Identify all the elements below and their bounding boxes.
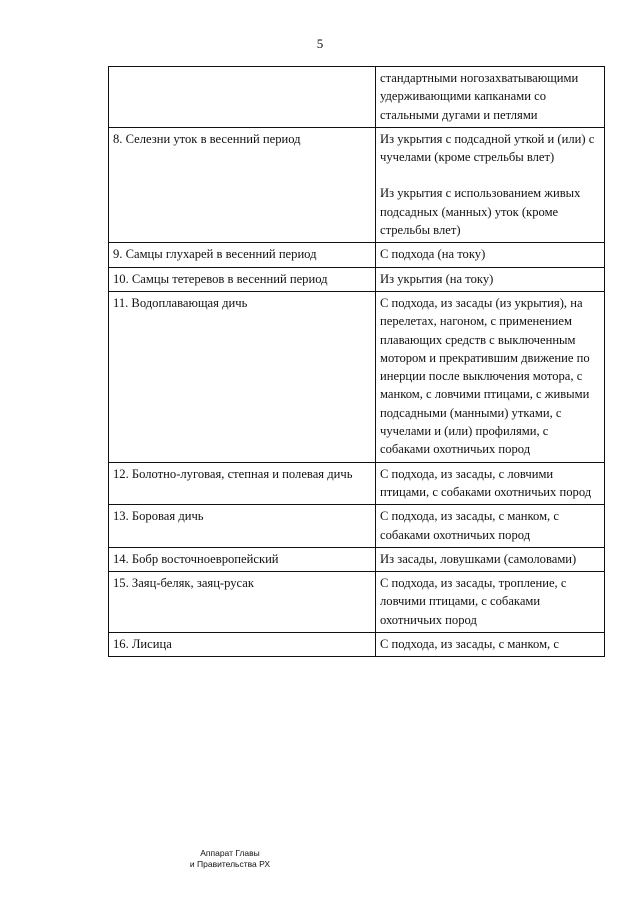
species-cell: 15. Заяц-беляк, заяц-русак: [109, 572, 376, 633]
method-text: С подхода, из засады (из укрытия), на перелетах, нагоном, с применением плавающих средств с выключенным мотором и прекратившим движение по инерции после выключения мотора, с манком, с ловчими птицами, с живыми подсадными (манными) утками, с чучелами и (или) профилями, с собаками охотничьих пород: [380, 295, 590, 457]
method-cell: [376, 505, 605, 548]
stamp-line: и Правительства РХ: [189, 859, 271, 869]
method-text: Из укрытия с использованием живых подсадных (манных) уток (кроме стрельбы влет): [380, 186, 581, 238]
table-row: [109, 291, 605, 462]
species-cell: 9. Самцы глухарей в весенний период: [109, 243, 376, 267]
method-cell: [376, 547, 605, 571]
species-cell: 11. Водоплавающая дичь: [109, 291, 376, 462]
table-row: [109, 462, 605, 505]
method-cell: [376, 462, 605, 505]
hunting-methods-table: [108, 66, 605, 657]
species-cell: 10. Самцы тетеревов в весенний период: [109, 267, 376, 291]
method-cell: [376, 572, 605, 633]
stamp-line: Аппарат Главы: [200, 848, 260, 858]
table-row: [109, 572, 605, 633]
method-text: стандартными ногозахватывающими удерживающими капканами со стальными дугами и петлями: [380, 71, 579, 122]
species-cell: 16. Лисица: [109, 633, 376, 657]
table-row: [109, 633, 605, 657]
method-text: Из засады, ловушками (самоловами): [380, 551, 577, 566]
method-cell: [376, 243, 605, 267]
method-text: Из укрытия (на току): [380, 271, 494, 286]
method-text: С подхода (на току): [380, 247, 486, 262]
species-cell: 12. Болотно-луговая, степная и полевая дичь: [109, 462, 376, 505]
method-text: С подхода, из засады, с манком, с собаками охотничьих пород: [380, 509, 559, 542]
species-cell: 14. Бобр восточноевропейский: [109, 547, 376, 571]
method-text: С подхода, из засады, тропление, с ловчими птицами, с собаками охотничьих пород: [380, 576, 567, 627]
table-row: [109, 267, 605, 291]
table-row: [109, 547, 605, 571]
species-cell: 8. Селезни уток в весенний период: [109, 127, 376, 242]
method-text: С подхода, из засады, с манком, с: [380, 637, 559, 652]
table-row: [109, 67, 605, 128]
method-cell: [376, 127, 605, 242]
species-cell: 13. Боровая дичь: [109, 505, 376, 548]
species-cell: [109, 67, 376, 128]
table-row: [109, 505, 605, 548]
method-text: Из укрытия с подсадной уткой и (или) с чучелами (кроме стрельбы влет): [380, 131, 595, 165]
method-cell: [376, 633, 605, 657]
page-number: 5: [316, 36, 324, 51]
paragraph-gap: [380, 166, 600, 184]
table-row: [109, 127, 605, 242]
method-text: С подхода, из засады, с ловчими птицами, с собаками охотничьих пород: [380, 466, 592, 499]
method-cell: [376, 291, 605, 462]
table-row: [109, 243, 605, 267]
method-cell: [376, 267, 605, 291]
office-stamp: [175, 848, 285, 870]
method-cell: [376, 67, 605, 128]
